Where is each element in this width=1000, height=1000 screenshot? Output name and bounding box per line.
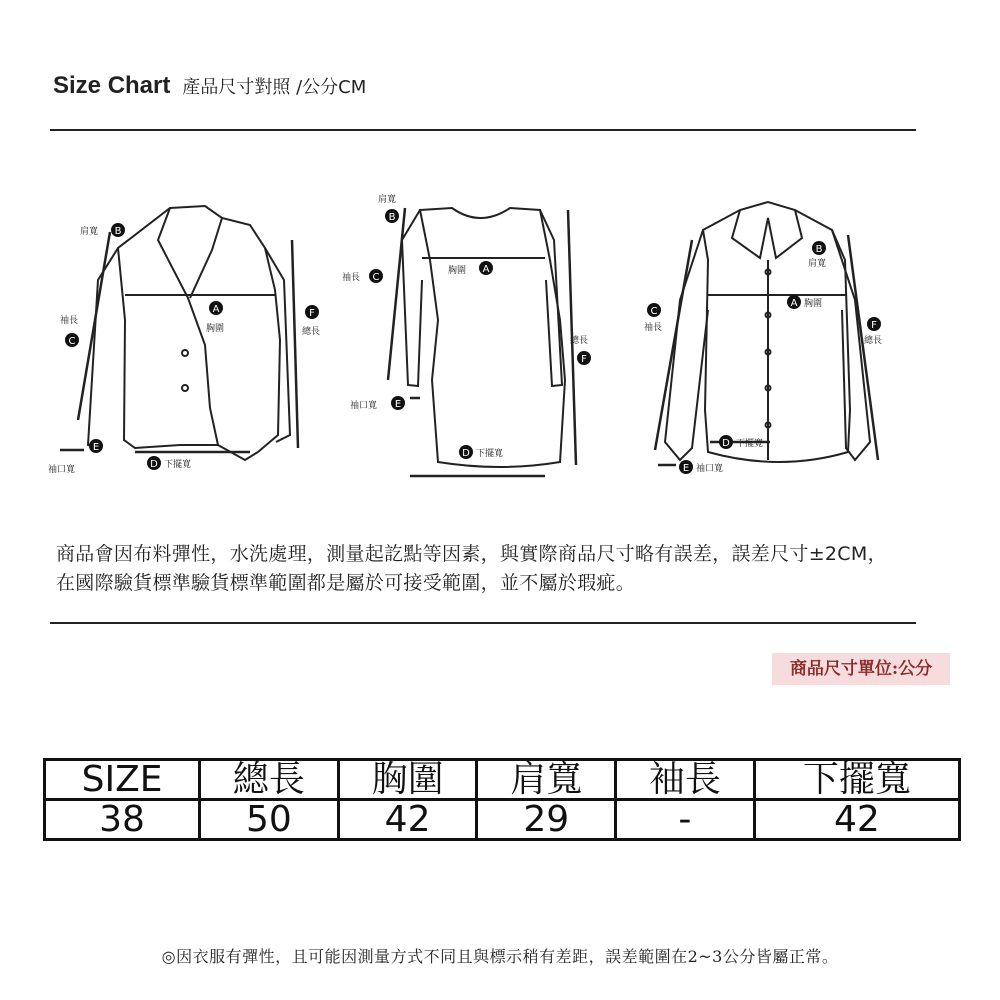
dress-diagram [388,208,576,476]
cell-hem: 42 [754,800,959,840]
title-chinese: 產品尺寸對照 /公分CM [182,77,367,98]
label-cuff-jacket: 袖口寬 [48,465,76,475]
header-sleeve: 袖長 [616,760,755,800]
label-chest-jacket: 胸圍 [206,324,225,334]
unit-badge: 商品尺寸單位:公分 [772,653,950,685]
marker-f-dress: F [581,354,587,365]
marker-d-dress: D [462,448,470,459]
cell-length: 50 [200,800,339,840]
cell-chest: 42 [338,800,477,840]
marker-a-dress: A [482,264,490,275]
label-hem-dress: 下擺寬 [476,449,504,459]
table-header-row [45,760,960,800]
label-shoulder-dress: 肩寬 [378,195,397,205]
label-chest-dress: 胸圍 [448,266,467,276]
label-length-jacket: 總長 [302,327,321,337]
marker-b-dress: B [388,212,396,223]
label-sleeve-jacket: 袖長 [60,316,79,326]
cell-size: 38 [45,800,200,840]
measurement-note [56,540,986,598]
marker-f-shirt: F [871,320,877,331]
marker-c-dress: C [372,272,380,283]
label-length-dress: 總長 [570,336,589,346]
label-length-shirt: 總長 [864,336,883,346]
note-line-1: 商品會因布料彈性，水洗處理，測量起訖點等因素，與實際商品尺寸略有誤差，誤差尺寸±2CM， [56,543,887,565]
note-line-2: 在國際驗貨標準驗貨標準範圍都是屬於可接受範圍，並不屬於瑕疵。 [56,572,636,594]
top-divider [50,129,916,131]
label-sleeve-shirt: 袖長 [644,323,663,333]
marker-c-shirt: C [650,306,658,317]
header-chest: 胸圍 [338,760,477,800]
marker-a-shirt: A [790,298,798,309]
header-size: SIZE [45,760,200,800]
shirt-diagram [655,202,878,465]
header-length: 總長 [200,760,339,800]
marker-b-shirt: B [815,244,823,255]
marker-f-jacket: F [309,308,315,319]
label-sleeve-dress: 袖長 [342,273,361,283]
footer-note: ◎因衣服有彈性，且可能因測量方式不同且與標示稍有差距，誤差範圍在2~3公分皆屬正常。 [161,947,839,966]
middle-divider [50,622,916,624]
label-shoulder-jacket: 肩寬 [80,227,99,237]
marker-d-shirt: D [722,438,730,449]
label-shoulder-shirt: 肩寬 [808,259,827,269]
marker-e-dress: E [394,399,402,410]
title-english: Size Chart [53,72,171,99]
label-hem-shirt: 下擺寬 [736,439,764,449]
label-hem-jacket: 下擺寬 [164,460,192,470]
marker-e-shirt: E [682,463,690,474]
cell-shoulder: 29 [477,800,616,840]
cell-sleeve: - [616,800,755,840]
header-shoulder: 肩寬 [477,760,616,800]
table-row [45,800,960,840]
marker-b-jacket: B [114,226,122,237]
page-title [53,72,366,100]
marker-e-jacket: E [92,442,100,453]
jacket-diagram [60,206,298,460]
garment-diagrams [40,180,960,510]
size-table [43,758,961,841]
label-chest-shirt: 胸圍 [804,299,823,309]
marker-a-jacket: A [212,304,220,315]
marker-c-jacket: C [68,336,76,347]
label-cuff-shirt: 袖口寬 [696,464,724,474]
label-cuff-dress: 袖口寬 [350,401,378,411]
marker-d-jacket: D [150,459,158,470]
header-hem: 下擺寬 [754,760,959,800]
